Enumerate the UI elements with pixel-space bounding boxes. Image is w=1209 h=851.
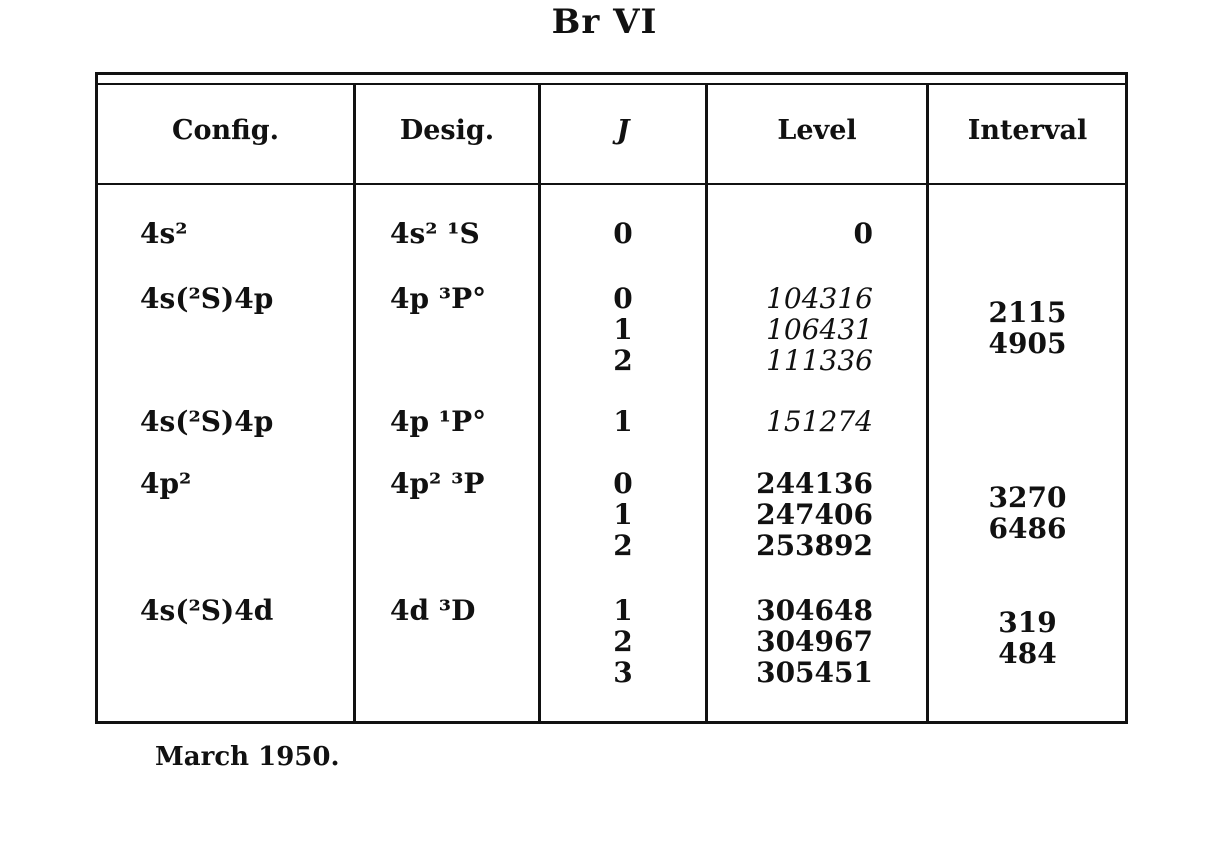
header-rule (98, 183, 1125, 185)
row-config: 4s² (140, 217, 188, 250)
table-top-rule (98, 83, 1125, 85)
date-footer: March 1950. (155, 742, 340, 772)
row-j: 1 2 3 (613, 594, 633, 689)
energy-level-table (95, 72, 1128, 724)
row-desig: 4p² ³P (390, 467, 485, 500)
row-config: 4s(²S)4d (140, 594, 274, 627)
row-desig: 4d ³D (390, 594, 476, 627)
row-config: 4s(²S)4p (140, 282, 274, 315)
row-config: 4p² (140, 467, 192, 500)
row-interval: 3270 6486 (988, 481, 1067, 545)
row-desig: 4s² ¹S (390, 217, 480, 250)
header-config: Config. (171, 115, 280, 146)
row-level: 151274 (766, 405, 873, 438)
row-level: 244136 247406 253892 (756, 467, 873, 562)
row-interval: 319 484 (998, 606, 1057, 670)
row-j: 0 1 2 (613, 282, 633, 377)
header-interval: Interval (967, 115, 1088, 146)
row-j: 0 (613, 217, 633, 250)
row-config: 4s(²S)4p (140, 405, 274, 438)
row-level: 304648 304967 305451 (756, 594, 873, 689)
row-j: 0 1 2 (613, 467, 633, 562)
page-title: Br VI (551, 2, 658, 42)
header-level: Level (777, 115, 857, 146)
row-level: 104316 106431 111336 (766, 282, 873, 377)
header-j: J (616, 115, 630, 146)
row-j: 1 (613, 405, 633, 438)
row-level: 0 (853, 217, 873, 250)
row-interval: 2115 4905 (988, 296, 1067, 360)
column-divider (353, 85, 356, 721)
row-desig: 4p ¹P° (390, 405, 487, 438)
row-desig: 4p ³P° (390, 282, 487, 315)
header-desig: Desig. (399, 115, 495, 146)
